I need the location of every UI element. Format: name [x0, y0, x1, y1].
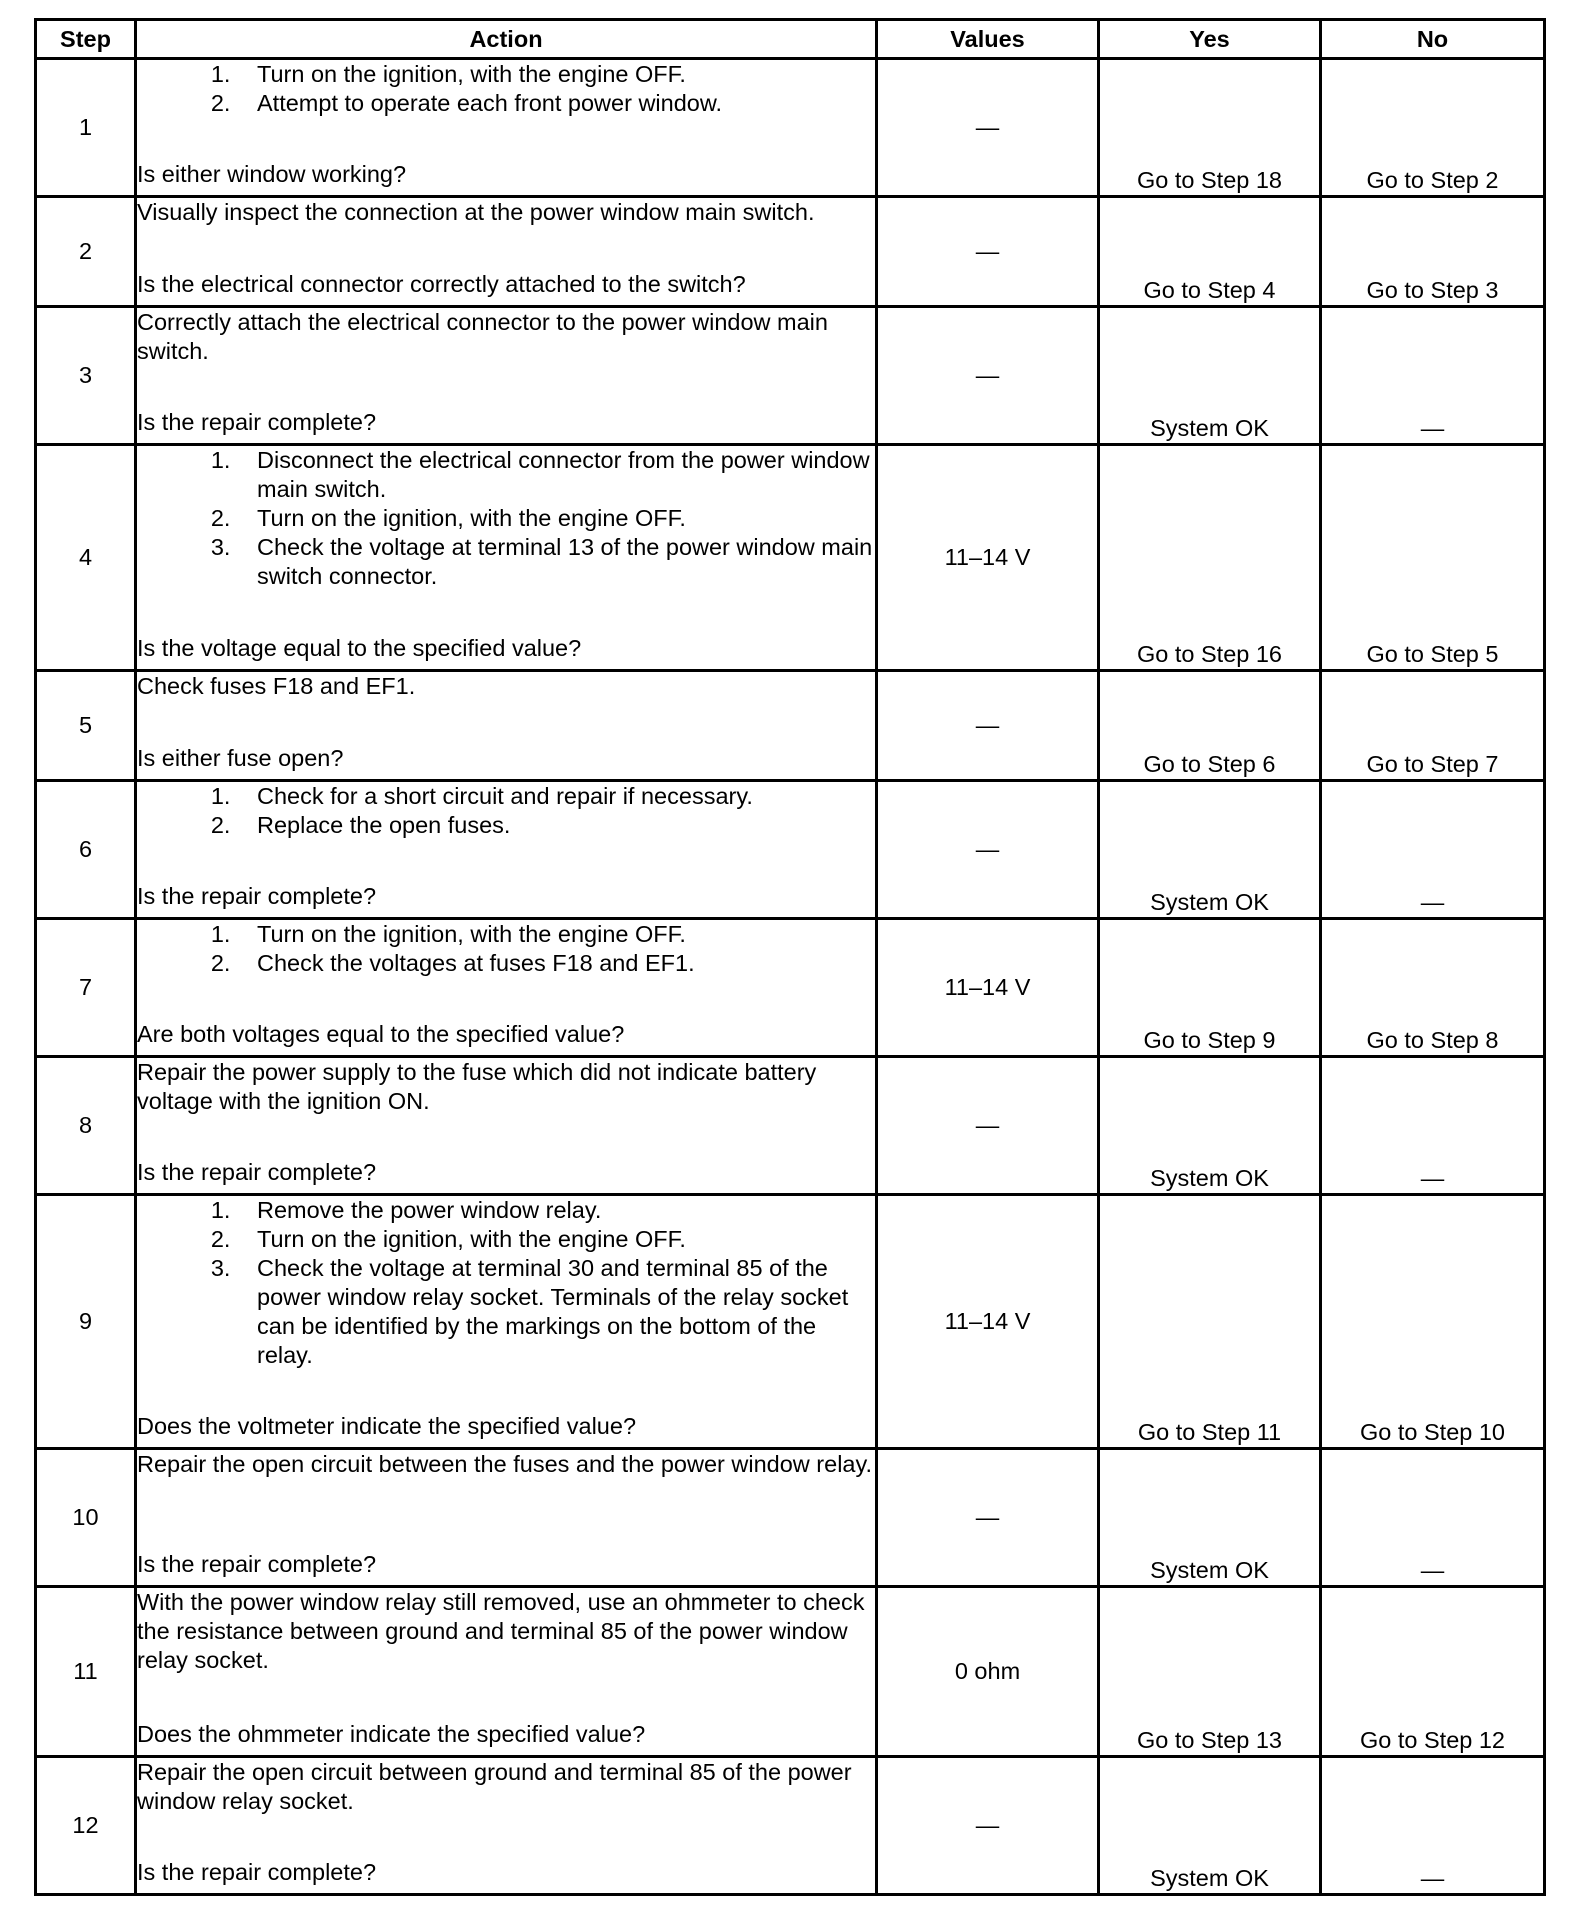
table-row: [36, 919, 1545, 1057]
action-question: Does the voltmeter indicate the specified value?: [137, 1413, 637, 1439]
step-number: 2: [36, 197, 136, 307]
table-row: [36, 307, 1545, 445]
list-item: 3. Check the voltage at terminal 30 and terminal 85 of the power window relay socket. Terminals of the relay socket can be identified by the markings on the bottom of the relay.: [237, 1254, 875, 1370]
yes-result: Go to Step 16: [1099, 445, 1321, 671]
list-item: 2. Turn on the ignition, with the engine OFF.: [237, 504, 875, 533]
step-number: 6: [36, 781, 136, 919]
action-question: Is the repair complete?: [137, 1159, 377, 1185]
action-cell: [136, 1057, 877, 1195]
list-item: 1. Turn on the ignition, with the engine OFF.: [237, 920, 875, 949]
table-row: [36, 59, 1545, 197]
no-result: Go to Step 10: [1321, 1195, 1545, 1449]
action-instruction: With the power window relay still removed, use an ohmmeter to check the resistance between ground and terminal 85 of the power window relay socket.: [137, 1589, 865, 1673]
list-item: 1. Disconnect the electrical connector from the power window main switch.: [237, 446, 875, 504]
yes-result: Go to Step 13: [1099, 1587, 1321, 1757]
no-result: —: [1321, 781, 1545, 919]
value-cell: —: [877, 59, 1099, 197]
diagnostic-table: [34, 18, 1546, 1896]
action-cell: [136, 1195, 877, 1449]
table-row: [36, 781, 1545, 919]
action-instruction: Repair the power supply to the fuse which did not indicate battery voltage with the ignition ON.: [137, 1059, 817, 1114]
action-question: Are both voltages equal to the specified value?: [137, 1021, 625, 1047]
step-number: 4: [36, 445, 136, 671]
step-number: 11: [36, 1587, 136, 1757]
no-result: —: [1321, 1057, 1545, 1195]
step-number: 5: [36, 671, 136, 781]
action-cell: [136, 445, 877, 671]
list-item: 2. Check the voltages at fuses F18 and EF1.: [237, 949, 875, 978]
no-result: —: [1321, 307, 1545, 445]
value-cell: —: [877, 671, 1099, 781]
action-question: Is the repair complete?: [137, 1859, 377, 1885]
action-instruction: Correctly attach the electrical connector to the power window main switch.: [137, 309, 828, 364]
value-cell: —: [877, 1757, 1099, 1895]
no-result: Go to Step 8: [1321, 919, 1545, 1057]
value-cell: 0 ohm: [877, 1587, 1099, 1757]
value-cell: —: [877, 1449, 1099, 1587]
action-steps-list: [137, 782, 875, 840]
yes-result: Go to Step 6: [1099, 671, 1321, 781]
action-question: Does the ohmmeter indicate the specified value?: [137, 1721, 646, 1747]
table-row: [36, 1195, 1545, 1449]
yes-result: System OK: [1099, 1449, 1321, 1587]
step-number: 12: [36, 1757, 136, 1895]
yes-result: System OK: [1099, 781, 1321, 919]
list-item: 2. Turn on the ignition, with the engine OFF.: [237, 1225, 875, 1254]
step-number: 7: [36, 919, 136, 1057]
action-steps-list: [137, 446, 875, 591]
action-cell: [136, 59, 877, 197]
table-row: [36, 1757, 1545, 1895]
no-result: Go to Step 5: [1321, 445, 1545, 671]
list-item: 1. Remove the power window relay.: [237, 1196, 875, 1225]
header-yes: Yes: [1099, 20, 1321, 59]
value-cell: —: [877, 781, 1099, 919]
action-cell: [136, 919, 877, 1057]
action-steps-list: [137, 920, 875, 978]
no-result: Go to Step 7: [1321, 671, 1545, 781]
no-result: Go to Step 12: [1321, 1587, 1545, 1757]
yes-result: System OK: [1099, 1757, 1321, 1895]
list-item: 2. Attempt to operate each front power window.: [237, 89, 875, 118]
no-result: Go to Step 2: [1321, 59, 1545, 197]
table-row: [36, 671, 1545, 781]
action-question: Is either fuse open?: [137, 745, 344, 771]
step-number: 10: [36, 1449, 136, 1587]
action-cell: [136, 1757, 877, 1895]
action-question: Is the repair complete?: [137, 409, 377, 435]
action-steps-list: [137, 1196, 875, 1370]
header-no: No: [1321, 20, 1545, 59]
action-cell: [136, 1449, 877, 1587]
table-row: [36, 197, 1545, 307]
no-result: —: [1321, 1449, 1545, 1587]
table-row: [36, 1449, 1545, 1587]
list-item: 2. Replace the open fuses.: [237, 811, 875, 840]
value-cell: 11–14 V: [877, 445, 1099, 671]
value-cell: —: [877, 1057, 1099, 1195]
action-cell: [136, 781, 877, 919]
list-item: 3. Check the voltage at terminal 13 of the power window main switch connector.: [237, 533, 875, 591]
action-question: Is the repair complete?: [137, 883, 377, 909]
action-cell: [136, 307, 877, 445]
action-question: Is the repair complete?: [137, 1551, 377, 1577]
yes-result: System OK: [1099, 307, 1321, 445]
step-number: 3: [36, 307, 136, 445]
yes-result: System OK: [1099, 1057, 1321, 1195]
yes-result: Go to Step 4: [1099, 197, 1321, 307]
value-cell: 11–14 V: [877, 1195, 1099, 1449]
table-row: [36, 445, 1545, 671]
action-cell: [136, 1587, 877, 1757]
header-values: Values: [877, 20, 1099, 59]
step-number: 1: [36, 59, 136, 197]
value-cell: 11–14 V: [877, 919, 1099, 1057]
table-body: [36, 59, 1545, 1895]
yes-result: Go to Step 18: [1099, 59, 1321, 197]
table-row: [36, 1587, 1545, 1757]
table-row: [36, 1057, 1545, 1195]
action-cell: [136, 197, 877, 307]
value-cell: —: [877, 307, 1099, 445]
action-instruction: Repair the open circuit between the fuses and the power window relay.: [137, 1451, 873, 1477]
header-row: [36, 20, 1545, 59]
action-question: Is the electrical connector correctly attached to the switch?: [137, 271, 746, 297]
value-cell: —: [877, 197, 1099, 307]
yes-result: Go to Step 9: [1099, 919, 1321, 1057]
no-result: —: [1321, 1757, 1545, 1895]
yes-result: Go to Step 11: [1099, 1195, 1321, 1449]
action-instruction: Check fuses F18 and EF1.: [137, 673, 416, 699]
header-step: Step: [36, 20, 136, 59]
step-number: 8: [36, 1057, 136, 1195]
action-instruction: Visually inspect the connection at the power window main switch.: [137, 199, 815, 225]
action-cell: [136, 671, 877, 781]
step-number: 9: [36, 1195, 136, 1449]
action-steps-list: [137, 60, 875, 118]
action-question: Is either window working?: [137, 161, 407, 187]
list-item: 1. Check for a short circuit and repair if necessary.: [237, 782, 875, 811]
header-action: Action: [136, 20, 877, 59]
list-item: 1. Turn on the ignition, with the engine OFF.: [237, 60, 875, 89]
no-result: Go to Step 3: [1321, 197, 1545, 307]
action-instruction: Repair the open circuit between ground and terminal 85 of the power window relay socket.: [137, 1759, 852, 1814]
action-question: Is the voltage equal to the specified value?: [137, 635, 582, 661]
